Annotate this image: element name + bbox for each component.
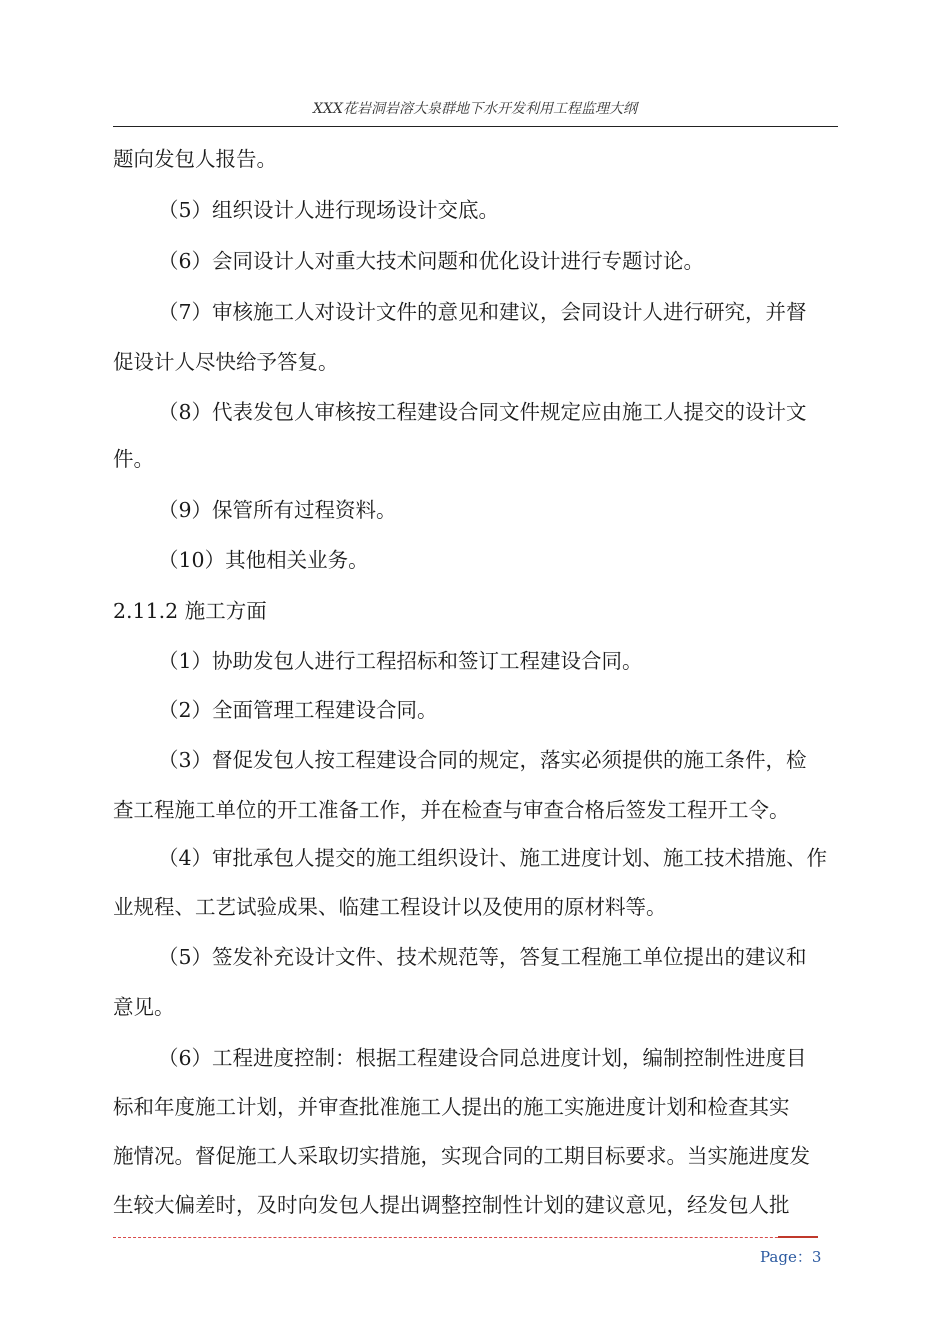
- body-line: 生较大偏差时，及时向发包人提出调整控制性计划的建议意见，经发包人批: [113, 1193, 790, 1217]
- body-line: 题向发包人报告。: [113, 147, 277, 171]
- body-line: （9）保管所有过程资料。: [158, 498, 397, 522]
- section-heading: 2.11.2 施工方面: [113, 599, 267, 623]
- footer-rule-accent: [778, 1236, 818, 1238]
- body-line: （6）会同设计人对重大技术问题和优化设计进行专题讨论。: [158, 249, 705, 273]
- running-header-title: XXX花岩洞岩溶大泉群地下水开发利用工程监理大纲: [313, 101, 637, 117]
- body-line: （8）代表发包人审核按工程建设合同文件规定应由施工人提交的设计文: [158, 400, 807, 424]
- body-line: 件。: [113, 447, 154, 471]
- body-line: 施情况。督促施工人采取切实措施，实现合同的工期目标要求。当实施进度发: [113, 1144, 810, 1168]
- page-number: Page：3: [760, 1248, 822, 1266]
- footer-rule: [113, 1237, 818, 1238]
- body-line: （5）签发补充设计文件、技术规范等，答复工程施工单位提出的建议和: [158, 945, 807, 969]
- body-line: （7）审核施工人对设计文件的意见和建议，会同设计人进行研究，并督: [158, 300, 807, 324]
- body-line: （1）协助发包人进行工程招标和签订工程建设合同。: [158, 649, 643, 673]
- body-line: （2）全面管理工程建设合同。: [158, 698, 438, 722]
- body-line: 查工程施工单位的开工准备工作，并在检查与审查合格后签发工程开工令。: [113, 798, 790, 822]
- body-line: 意见。: [113, 995, 175, 1019]
- body-line: （6）工程进度控制：根据工程建设合同总进度计划，编制控制性进度目: [158, 1046, 807, 1070]
- body-line: 促设计人尽快给予答复。: [113, 350, 339, 374]
- body-line: 业规程、工艺试验成果、临建工程设计以及使用的原材料等。: [113, 895, 667, 919]
- body-line: （3）督促发包人按工程建设合同的规定，落实必须提供的施工条件，检: [158, 748, 807, 772]
- body-line: （5）组织设计人进行现场设计交底。: [158, 198, 500, 222]
- body-line: （10）其他相关业务。: [158, 548, 369, 572]
- body-line: 标和年度施工计划，并审查批准施工人提出的施工实施进度计划和检查其实: [113, 1095, 790, 1119]
- body-line: （4）审批承包人提交的施工组织设计、施工进度计划、施工技术措施、作: [158, 846, 828, 870]
